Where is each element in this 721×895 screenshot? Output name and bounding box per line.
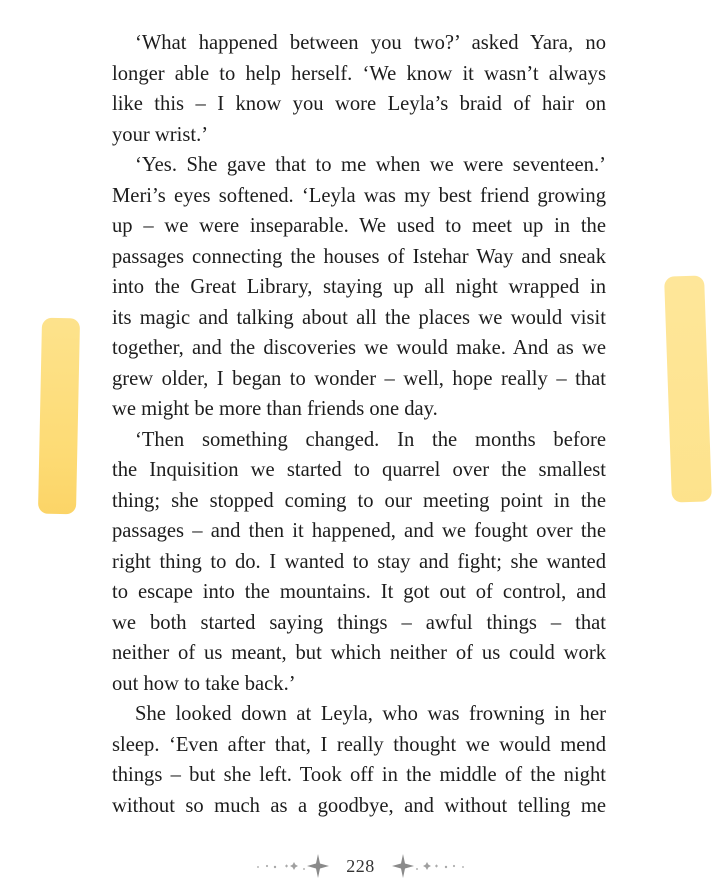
text-line: thing; she stopped coming to our meeting point in the [112, 489, 606, 512]
text-line: together, and the discoveries we would make. And as we [112, 337, 606, 359]
text-line: like this – I know you wore Leyla’s braid of hair on [112, 93, 606, 115]
page-body [112, 28, 606, 821]
page-footer [0, 846, 721, 886]
paragraph [112, 150, 606, 425]
text-line: its magic and talking about all the places we would visit [112, 306, 606, 329]
page-number: 228 [346, 855, 375, 876]
text-line: out how to take back.’ [112, 672, 296, 695]
text-line: longer able to help herself. ‘We know it wasn’t always [112, 62, 606, 85]
text-line: ‘What happened between you two?’ asked Yara, no [135, 32, 606, 54]
text-line: ‘Yes. She gave that to me when we were seventeen.’ [135, 154, 606, 176]
text-line: we both started saying things – awful things – that [112, 611, 606, 634]
text-line: right thing to do. I wanted to stay and fight; she wanted [112, 550, 606, 573]
text-line: Meri’s eyes softened. ‘Leyla was my best friend growing [112, 184, 606, 207]
highlight-mark-left [38, 318, 80, 515]
text-line: grew older, I began to wonder – well, hope really – that [112, 367, 606, 390]
text-line: we might be more than friends one day. [112, 398, 438, 420]
highlight-mark-right [664, 275, 712, 502]
paragraph [112, 699, 606, 821]
text-line: passages connecting the houses of Istehar Way and sneak [112, 245, 606, 268]
text-line: your wrist.’ [112, 123, 209, 146]
text-line: up – we were inseparable. We used to meet up in the [112, 215, 606, 237]
text-line: neither of us meant, but which neither of us could work [112, 642, 606, 664]
text-line: She looked down at Leyla, who was frowning in her [135, 703, 606, 725]
paragraph [112, 28, 606, 150]
text-line: without so much as a goodbye, and without telling me [112, 794, 606, 817]
text-line: the Inquisition we started to quarrel over the smallest [112, 459, 606, 481]
sparkle-ornament-right-icon [389, 851, 467, 881]
text-line: to escape into the mountains. It got out of control, and [112, 581, 606, 603]
text-line: into the Great Library, staying up all night wrapped in [112, 276, 606, 298]
text-line: ‘Then something changed. In the months before [135, 428, 606, 451]
text-line: passages – and then it happened, and we fought over the [112, 520, 606, 542]
paragraph [112, 425, 606, 700]
text-line: things – but she left. Took off in the middle of the night [112, 764, 606, 786]
sparkle-ornament-left-icon [254, 851, 332, 881]
text-line: sleep. ‘Even after that, I really thought we would mend [112, 733, 606, 756]
